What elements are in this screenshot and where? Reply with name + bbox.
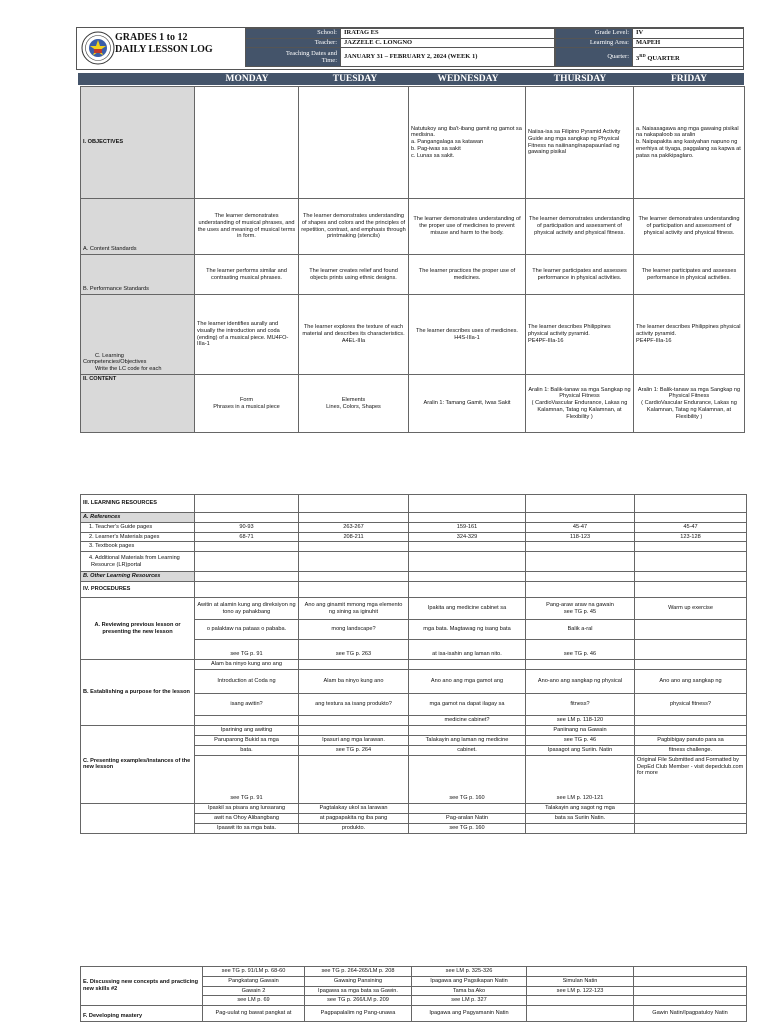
other-resources-row [81, 572, 747, 582]
teacher-label: Teacher: [246, 38, 341, 48]
deped-seal-icon [81, 31, 115, 65]
references-label: A. References [81, 513, 195, 523]
school-value: IRATAG ES [341, 29, 555, 39]
content-thu: Aralin 1: Balik-tanaw sa mga Sangkap ng Physical Fitness ( CardioVascular Endurance, Lakas ng Kalamnan, Tatag ng Kalamnan, at Flexibility ) [526, 375, 634, 433]
content-row [81, 375, 745, 433]
objectives-label: I. OBJECTIVES [81, 87, 195, 199]
day-spacer [78, 73, 194, 85]
other-resources-label: B. Other Learning Resources [81, 572, 195, 582]
competencies-tue: The learner explores the texture of each material and describes its characteristics. A4EL-IIIa [299, 295, 409, 375]
competencies-mon: The learner identifies aurally and visually the introduction and coda (ending) of a musical piece. MU4FO-IIIa-1 [195, 295, 299, 375]
quarter-value: 3RD QUARTER [633, 48, 744, 67]
textbook-label: 3. Textbook pages [81, 542, 195, 552]
perf-std-wed: The learner practices the proper use of medicines. [409, 255, 526, 295]
resources-label: III. LEARNING RESOURCES [81, 495, 195, 513]
day-wednesday: WEDNESDAY [437, 74, 499, 84]
objectives-table [80, 86, 745, 433]
additional-label: 4. Additional Materials from Learning Resource (LR)portal [81, 552, 195, 572]
performance-standards-label: B. Performance Standards [81, 255, 195, 295]
day-thursday: THURSDAY [553, 74, 607, 84]
weekday-header [78, 73, 744, 85]
competencies-fri: The learner describes Philippines physical activity pyramid. PE4PF-IIIa-16 [634, 295, 745, 375]
info-table-left [245, 28, 555, 67]
developing-mastery-label: F. Developing mastery [81, 1006, 203, 1022]
content-label: II. CONTENT [81, 375, 195, 433]
dates-value: JANUARY 31 – FEBRUARY 2, 2024 (WEEK 1) [341, 48, 555, 67]
grade-label: Grade Level: [556, 29, 633, 39]
perf-std-thu: The learner participates and assesses performance in physical activities. [526, 255, 634, 295]
grade-value: IV [633, 29, 744, 39]
day-friday: FRIDAY [670, 74, 708, 84]
content-std-fri: The learner demonstrates understanding of participation and assessment of physical activity and physical fitness. [634, 199, 745, 255]
tg-label: 1. Teacher's Guide pages [81, 522, 195, 532]
review-label: A. Reviewing previous lesson or presenting the new lesson [81, 598, 195, 660]
content-standards-row [81, 199, 745, 255]
procedures-row [81, 582, 747, 598]
resources-row [81, 495, 747, 513]
content-std-wed: The learner demonstrates understanding of the proper use of medicines to prevent misuse and harm to the body. [409, 199, 526, 255]
purpose-label: B. Establishing a purpose for the lesson [81, 660, 195, 726]
references-row [81, 513, 747, 523]
content-fri: Aralin 1: Balik-tanaw sa mga Sangkap ng Physical Fitness ( CardioVascular Endurance, Lakas ng Kalamnan, Tatag ng Kalamnan, at Flexibility ) [634, 375, 745, 433]
competencies-wed: The learner describes uses of medicines. H4S-IIIa-1 [409, 295, 526, 375]
additional-row [81, 552, 747, 572]
competencies-row [81, 295, 745, 375]
resources-procedures-table: III. LEARNING RESOURCES A. References 1. Teacher's Guide pages 90-93 263-267 159-161 45-47 45-47 2. Learner's Materials pages 68-71 208-211 324-329 118-123 123-128 3. Textbook pages 4. Additional Materials from Learning Resource (LR)portal B. Other Learning Resources IV. PROCEDURES A. Reviewing previous lesson or presenting the new lesson Awitin at alamin kung ang direksiyon ng tono ay pahakbang Ano ang ginamit mmong mga elemento ng sining sa iginuhit Ipakita ang medicine cabinet sa Pang-araw araw na gawain see TG p. 45 Warm up exercise o palaktaw na pataas o pababa. mong landscape? mga bata. Magtawag ng isang bata Balik a-ral see TG p. 91 see TG p. 263 at isa-isahin ang laman nito. see TG p. 46 B. Establishing a purpose for the lesson Alam ba ninyo kung ano ang Introduction at Coda ng Alam ba ninyo kung ano Ano ano ang mga gamot ang Ano-ano ang sangkap ng physical Ano ano ang sangkap ng isang awitin? ang testura sa isang produkto? mga gamot na dapat ilagay sa fitness? physical fitness? medicine cabinet? see LM p. 118-120 C. Presenting examples/instances of the new lesson Iparining ang awiting Paniinang na Gawain Paruparong Bukid sa mga Ipasuri ang mga larawan. Talakayin ang laman ng medicine see TG p. 46 Pagbibigay panuto para sa bata. see TG p. 264 cabinet. Ipasagot ang Suriin. Natin fitness challenge. see TG p. 91 see TG p. 160 see LM p. 120-121 Original File Submitted and Formatted by DepEd Club Member - visit depedclub.com for more Ipaskil sa pisara ang lunsarang Pagtalakay ukol sa larawan Talakayin ang sagot ng mga awit na Ohoy Alibangbang at pagpapakita ng iba pang Pag-aralan Natin bata sa Suriin Natin. Ipaawit ito sa mga bata. produkto. see TG p. 160 [80, 494, 747, 834]
textbook-row [81, 542, 747, 552]
area-value: MAPEH [633, 38, 744, 48]
competencies-thu: The learner describes Philippines physical activity pyramid. PE4PF-IIIa-16 [526, 295, 634, 375]
content-mon: Form Phrases in a musical piece [195, 375, 299, 433]
objectives-wed: Natutukoy ang iba't-ibang gamit ng gamot sa medisina. a. Pangangalaga sa katawan b. Pag-iwas sa sakit c. Lunas sa sakit. [409, 87, 526, 199]
competencies-label: C. Learning Competencies/Objectives Write the LC code for each [81, 295, 195, 375]
depedclub-credit: Original File Submitted and Formatted by DepEd Club Member - visit depedclub.com for more [635, 755, 747, 803]
perf-std-fri: The learner participates and assesses performance in physical activities. [634, 255, 745, 295]
objectives-row [81, 87, 745, 199]
discussing-2-label: E. Discussing new concepts and practicing new skills #2 [81, 967, 203, 1006]
header [76, 27, 744, 70]
quarter-label: Quarter: [556, 48, 633, 67]
objectives-fri: a. Naisasagawa ang mga gawaing pisikal na nakapaloob sa aralin b. Naipapakita ang kasiyahan napuno ng enerhiya at tiyaga, paggalang sa kapwa at patas na pakikipaglaro. [634, 87, 745, 199]
title-line-2: DAILY LESSON LOG [115, 44, 213, 55]
title-line-1: GRADES 1 to 12 [115, 32, 188, 43]
perf-std-tue: The learner creates relief and found objects prints using ethnic designs. [299, 255, 409, 295]
discussing-label [81, 803, 195, 833]
info-table-right [555, 28, 744, 67]
presenting-label: C. Presenting examples/instances of the new lesson [81, 725, 195, 803]
teacher-value: JAZZELE C. LONGNO [341, 38, 555, 48]
content-tue: Elements Lines, Colors, Shapes [299, 375, 409, 433]
dates-label: Teaching Dates and Time: [246, 48, 341, 67]
content-standards-label: A. Content Standards [81, 199, 195, 255]
perf-std-mon: The learner performs similar and contrasting musical phrases. [195, 255, 299, 295]
school-label: School: [246, 29, 341, 39]
discussing-table: E. Discussing new concepts and practicing new skills #2 see TG p. 91/LM p. 68-60 see TG p. 264-265/LM p. 208 see LM p. 325-326 Pangkatang Gawain Gawaing Pansining Ipagawa ang Pagsikapan Natin Simulan Natin Gawain 2 Ipagawa sa mga bata sa Gawin. Tama ba Ako see LM p. 122-123 see LM p. 69 see TG p. 266/LM p. 209 see LM p. 327 F. Developing mastery Pag-uulat ng bawat pangkat at Pagpapalalim ng Pang-unawa Ipagawa ang Pagyamanin Natin Gawin Natin/Ipagpatuloy Natin [80, 966, 747, 1022]
procedures-label: IV. PROCEDURES [81, 582, 195, 598]
content-wed: Aralin 1: Tamang Gamit, Iwas Sakit [409, 375, 526, 433]
area-label: Learning Area: [556, 38, 633, 48]
day-tuesday: TUESDAY [332, 74, 378, 84]
lm-row: 2. Learner's Materials pages 68-71 208-211 324-329 118-123 123-128 [81, 532, 747, 542]
performance-standards-row [81, 255, 745, 295]
objectives-thu: Naiisa-isa sa Filipino Pyramid Activity Guide ang mga sangkap ng Physical Fitness na naiiinang/napapaunlad ng gawaing pisikal [526, 87, 634, 199]
content-std-tue: The learner demonstrates understanding of shapes and colors and the principles of repetition, contrast, and emphasis through printmaking (stencils) [299, 199, 409, 255]
content-std-mon: The learner demonstrates understanding of musical phrases, and the uses and meaning of musical terms in form. [195, 199, 299, 255]
tg-row: 1. Teacher's Guide pages 90-93 263-267 159-161 45-47 45-47 [81, 522, 747, 532]
day-monday: MONDAY [225, 74, 269, 84]
lm-label: 2. Learner's Materials pages [81, 532, 195, 542]
content-std-thu: The learner demonstrates understanding of participation and assessment of physical activity and physical fitness. [526, 199, 634, 255]
